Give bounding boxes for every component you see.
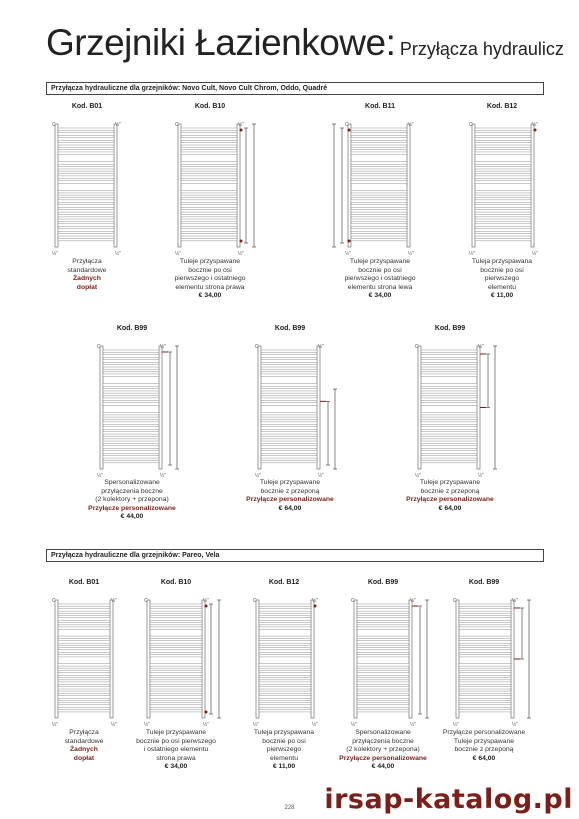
connection-label: C	[175, 122, 179, 128]
connection-label: ½"	[512, 722, 518, 728]
title-sub: Przyłącza hydraulicz	[399, 39, 564, 59]
connection-label: ½"	[203, 722, 209, 728]
radiator-caption	[447, 258, 557, 301]
connection-label: ½"	[345, 251, 351, 257]
caption-line: elementu	[270, 754, 298, 762]
radiator-caption	[229, 729, 339, 772]
radiator-diagram	[240, 340, 342, 479]
radiator-diagram	[336, 594, 434, 728]
connection-label: ½"	[203, 598, 209, 604]
section-header-1: Przyłącza hydrauliczne dla grzejników: Novo Cult, Novo Cult Chrom, Oddo, Quadré	[46, 82, 544, 95]
connection-label: ½"	[351, 722, 357, 728]
caption-line: i ostatniego elementu	[143, 746, 209, 754]
connection-label: ½"	[312, 598, 318, 604]
connection-label: ½"	[144, 722, 150, 728]
price-label: € 34,00	[198, 292, 222, 300]
radiator-code: Kod. B10	[160, 579, 192, 586]
caption-line: bocznie po osi	[262, 737, 306, 745]
caption-line: (2 kolektory + przepona)	[346, 746, 420, 754]
radiator-diagram	[238, 594, 336, 728]
caption-line: bocznie po osi	[188, 266, 232, 274]
caption-line: przyłączenia boczne	[352, 737, 414, 745]
connection-label: C	[52, 122, 56, 128]
caption-highlight: Przyłącze personalizowane	[88, 504, 176, 512]
radiator-code: Kod. B11	[365, 103, 395, 110]
connection-label: ½"	[111, 598, 117, 604]
caption-highlight: dopłat	[76, 283, 98, 291]
caption-highlight: Przyłącze personalizowane	[339, 754, 427, 762]
page-title	[46, 22, 564, 64]
radiator-diagram	[37, 594, 135, 728]
radiator-code: Kod. B12	[268, 579, 300, 586]
caption-line: bocznie z przeponą	[454, 746, 514, 754]
radiator-code: Kod. B10	[194, 103, 226, 110]
title-main: Grzejniki Łazienkowe:	[46, 22, 396, 63]
radiator-diagram	[438, 594, 536, 728]
price-label: € 44,00	[371, 763, 395, 771]
radiator-diagram	[82, 340, 184, 479]
connection-label: ½"	[453, 722, 459, 728]
caption-line: elementu strona prawa	[175, 283, 245, 291]
radiator-diagram	[454, 118, 556, 257]
connection-label: ½"	[410, 598, 416, 604]
radiator-code: Kod. B99	[274, 325, 306, 332]
radiator-code: Kod. B12	[486, 103, 518, 110]
connection-label: ½"	[318, 344, 324, 350]
connection-label: ½"	[160, 473, 166, 479]
connection-label: ½"	[532, 251, 538, 257]
watermark: irsap-katalog.pl	[324, 784, 573, 815]
caption-highlight: Przyłącze personalizowane	[406, 496, 494, 504]
caption-line: standardowe	[67, 266, 107, 274]
connection-label: C	[345, 122, 349, 128]
caption-line: standardowe	[64, 737, 104, 745]
connection-label: ½"	[115, 251, 121, 257]
connection-label: ½"	[255, 473, 261, 479]
caption-line: Tuleje przyspawane	[259, 479, 321, 486]
caption-line: Przyłącza	[69, 729, 99, 736]
radiator-diagram	[330, 118, 432, 257]
caption-line: Przyłącza	[72, 258, 102, 265]
radiator-code: Kod. B01	[68, 579, 100, 586]
caption-line: strona prawa	[156, 754, 196, 762]
caption-line: Tuleje przyspawane	[145, 729, 207, 736]
caption-line: Tuleje przyspawane	[349, 258, 411, 265]
caption-line: przyłączenia boczne	[101, 487, 163, 495]
connection-label: ½"	[469, 251, 475, 257]
caption-line: pierwszego i ostatniego	[344, 275, 416, 283]
connection-label: ½"	[512, 598, 518, 604]
caption-highlight: dopłat	[73, 754, 95, 762]
connection-label: ½"	[318, 473, 324, 479]
connection-label: ½"	[97, 473, 103, 479]
connection-label: ½"	[238, 122, 244, 128]
connection-label: ½"	[312, 722, 318, 728]
connection-label: ½"	[115, 122, 121, 128]
connection-label: ½"	[478, 344, 484, 350]
radiator-caption	[395, 479, 505, 513]
radiator-caption	[325, 258, 435, 301]
connection-label: ½"	[111, 722, 117, 728]
radiator-caption	[155, 258, 265, 301]
radiator-diagram	[160, 118, 262, 257]
connection-label: C	[253, 598, 257, 604]
connection-label: ½"	[410, 722, 416, 728]
radiator-caption	[77, 479, 187, 522]
caption-line: bocznie po osi	[480, 266, 524, 274]
price-label: € 34,00	[368, 292, 392, 300]
caption-line: pierwszego	[266, 746, 302, 754]
caption-line: bocznie po osi pierwszego	[136, 737, 216, 745]
section-header-2: Przyłącza hydrauliczne dla grzejników: Pareo, Vela	[46, 549, 544, 562]
connection-label: ½"	[253, 722, 259, 728]
caption-line: elementu	[488, 283, 516, 291]
caption-highlight: Przyłącze personalizowane	[246, 496, 334, 504]
connection-label: ½"	[52, 722, 58, 728]
radiator-code: Kod. B99	[116, 325, 148, 332]
caption-line: Spersonalizowane	[355, 729, 411, 736]
page-number: 228	[284, 805, 295, 811]
caption-highlight: Żadnych	[73, 275, 101, 283]
radiator-diagram	[37, 118, 139, 257]
caption-line: Tuleja przyspawana	[471, 258, 533, 265]
caption-line: Przyłącze personalizowane	[442, 729, 526, 736]
connection-label: ½"	[415, 473, 421, 479]
connection-label: ½"	[175, 251, 181, 257]
radiator-caption	[121, 729, 231, 772]
caption-line: bocznie z przeponą	[420, 487, 480, 495]
connection-label: ½"	[408, 122, 414, 128]
connection-label: ½"	[160, 344, 166, 350]
radiator-code: Kod. B99	[434, 325, 466, 332]
connection-label: C	[469, 122, 473, 128]
caption-line: pierwszego	[484, 275, 520, 283]
connection-label: C	[144, 598, 148, 604]
connection-label: C	[351, 598, 355, 604]
radiator-caption	[328, 729, 438, 772]
connection-label: ½"	[238, 251, 244, 257]
connection-label: ½"	[478, 473, 484, 479]
radiator-diagram	[400, 340, 502, 479]
price-label: € 34,00	[164, 763, 188, 771]
radiator-caption	[429, 729, 539, 763]
caption-line: Tuleje przyspawane	[179, 258, 241, 265]
price-label: € 11,00	[272, 763, 296, 771]
radiator-code: Kod. B01	[71, 103, 103, 110]
caption-highlight: Żadnych	[70, 746, 98, 754]
caption-line: Spersonalizowane	[104, 479, 160, 486]
price-label: € 44,00	[120, 513, 144, 521]
radiator-caption	[235, 479, 345, 513]
caption-line: Tuleja przyspawana	[253, 729, 315, 736]
caption-line: bocznie po osi	[358, 266, 402, 274]
connection-label: C	[415, 344, 419, 350]
price-label: € 64,00	[278, 504, 302, 512]
price-label: € 64,00	[472, 754, 496, 762]
radiator-code: Kod. B99	[367, 579, 399, 586]
connection-label: ½"	[532, 122, 538, 128]
connection-label: C	[52, 598, 56, 604]
caption-line: elementu strona lewa	[347, 283, 413, 291]
radiator-diagram	[129, 594, 227, 728]
caption-line: Tuleje przyspawane	[419, 479, 481, 486]
connection-label: ½"	[408, 251, 414, 257]
caption-line: (2 kolektory + przepona)	[95, 496, 169, 504]
connection-label: C	[453, 598, 457, 604]
radiator-code: Kod. B99	[468, 579, 500, 586]
connection-label: C	[97, 344, 101, 350]
caption-line: bocznie z przeponą	[260, 487, 320, 495]
price-label: € 11,00	[490, 292, 514, 300]
caption-line: pierwszego i ostatniego	[174, 275, 246, 283]
connection-label: ½"	[52, 251, 58, 257]
connection-label: C	[255, 344, 259, 350]
caption-line: Tuleje przyspawane	[453, 737, 515, 745]
radiator-caption	[32, 258, 142, 292]
price-label: € 64,00	[438, 504, 462, 512]
